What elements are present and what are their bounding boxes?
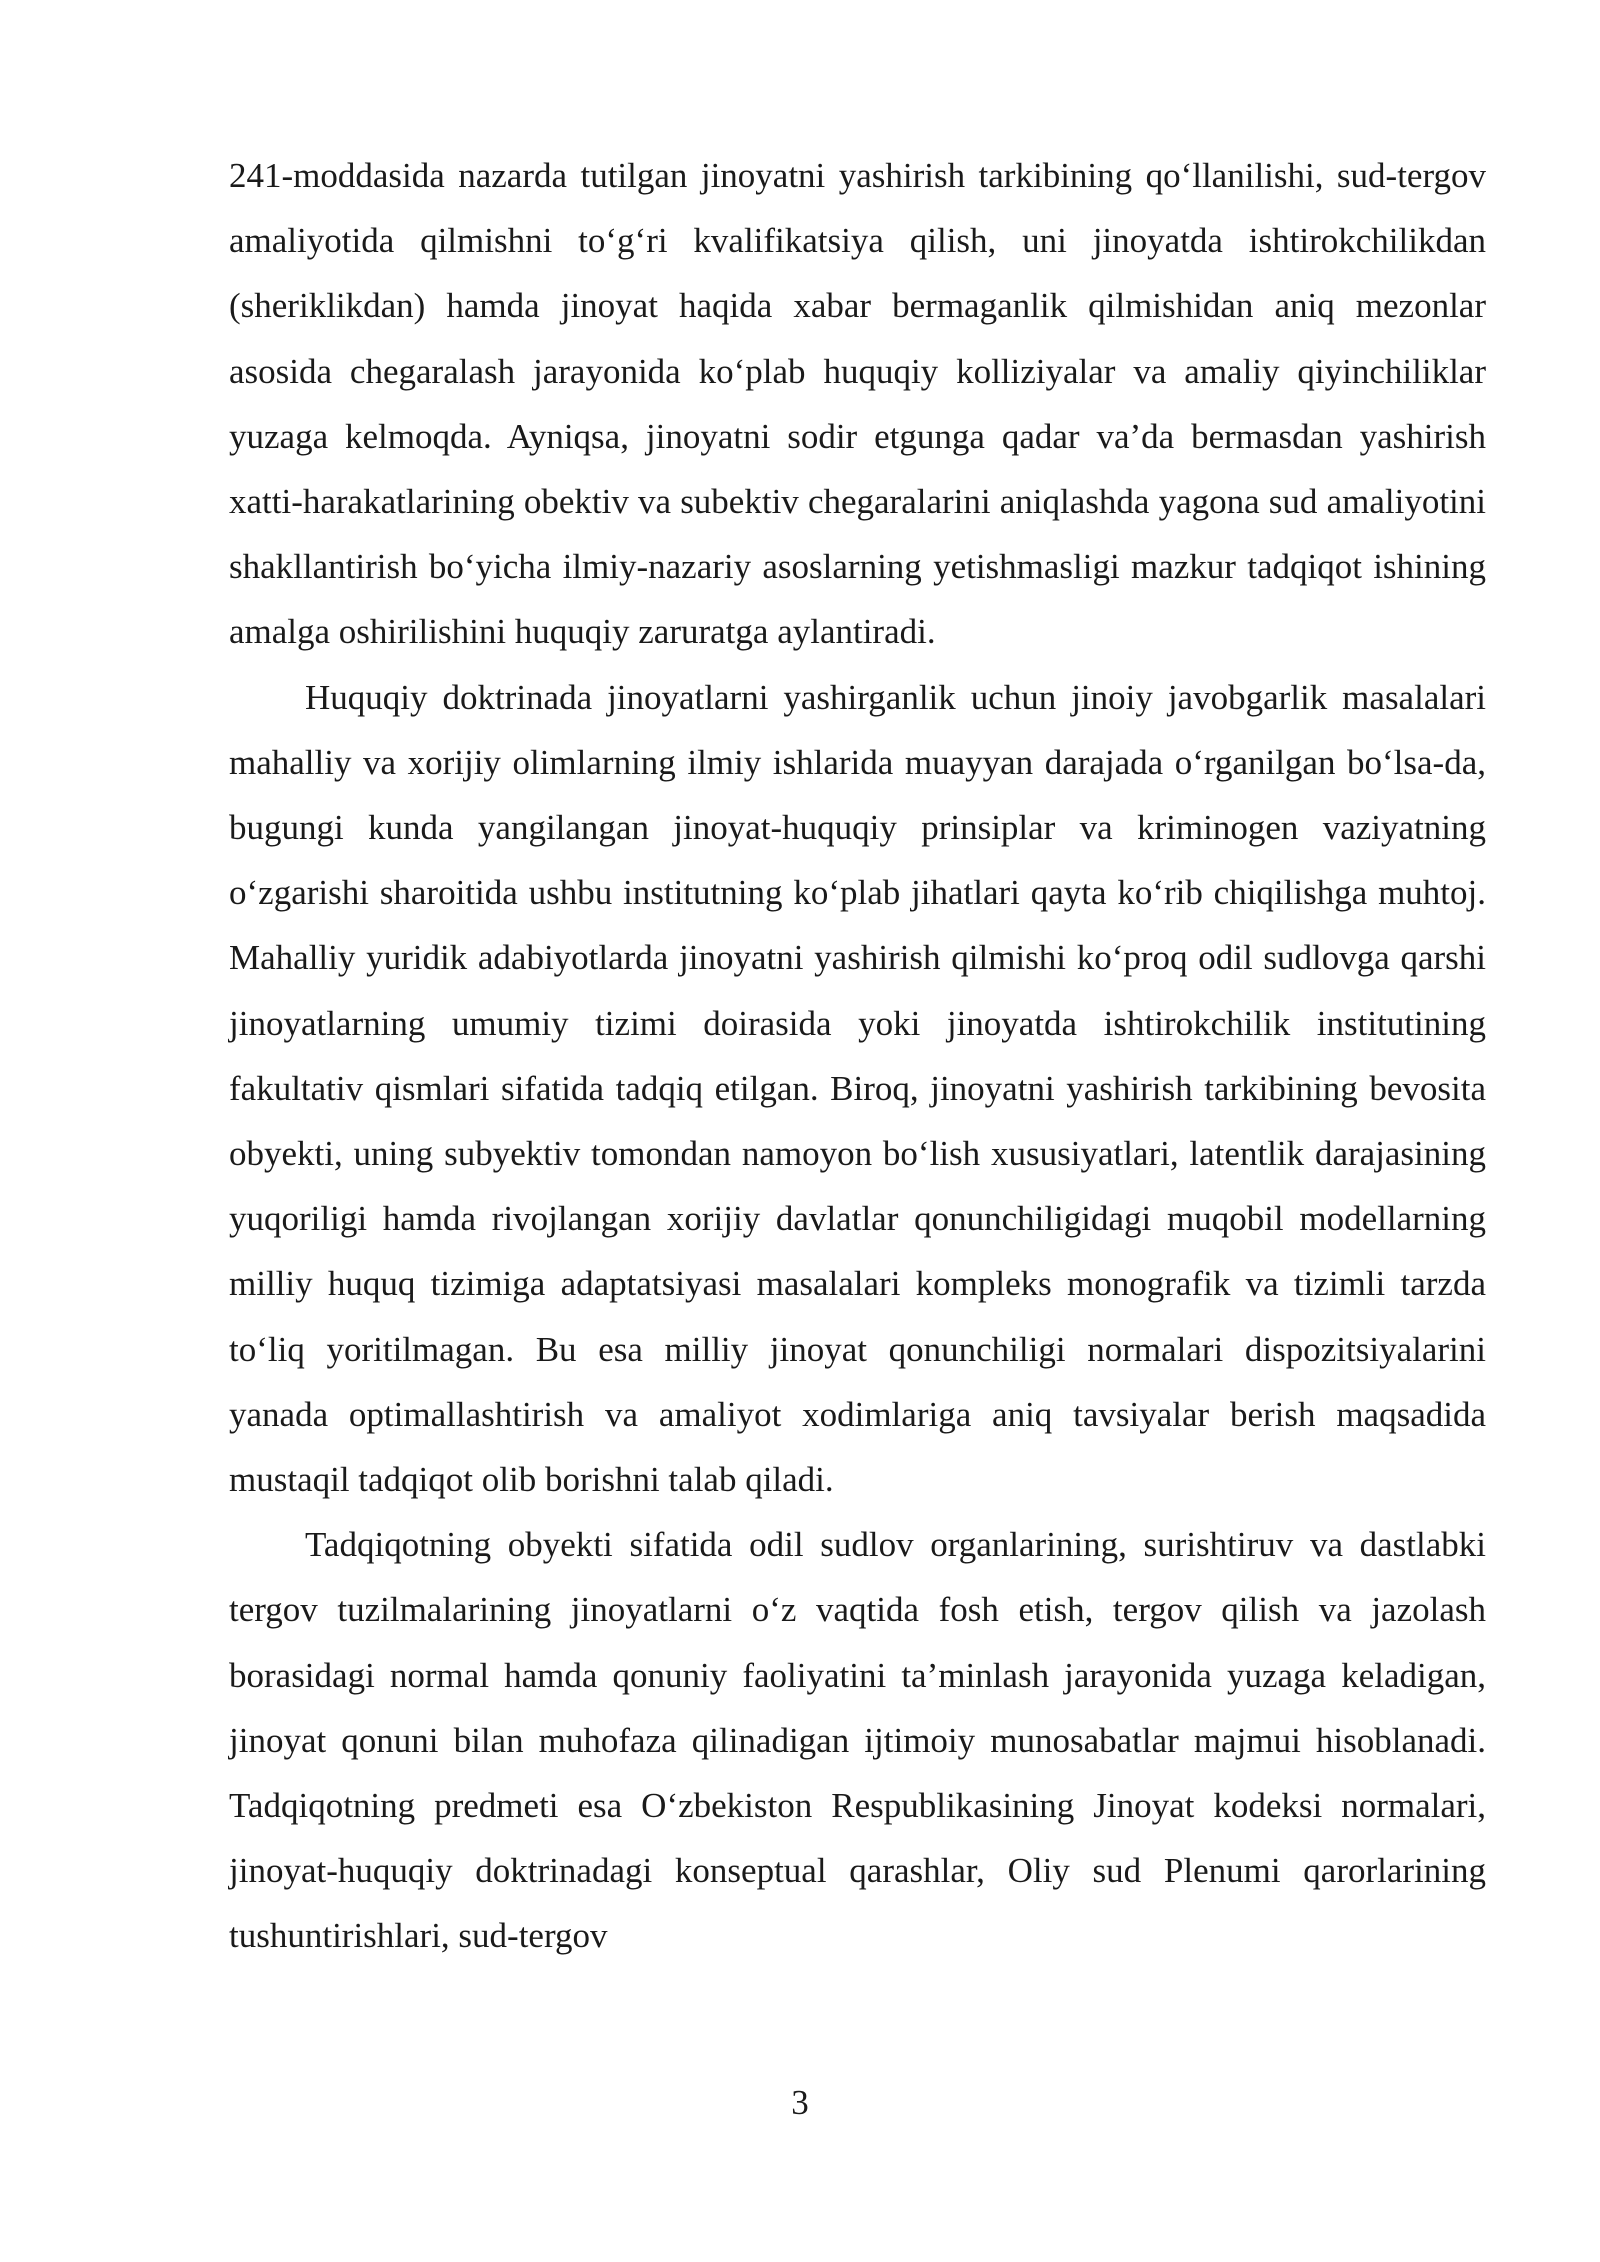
page-number: 3 [791,2083,809,2122]
paragraph-continuation: 241-moddasida nazarda tutilgan jinoyatni yashirish tarkibining qo‘llanilishi, sud-tergov amaliyotida qilmishni to‘g‘ri kvalifikatsiya qilish, uni jinoyatda ishtirokchilikdan (sheriklikdan) hamda jinoyat haqida xabar bermaganlik qilmishidan aniq mezonlar asosida chegaralash jarayonida ko‘plab huquqiy kolliziyalar va amaliy qiyinchiliklar yuzaga kelmoqda. Ayniqsa, jinoyatni sodir etgunga qadar va’da bermasdan yashirish xatti-harakatlarining obektiv va subektiv chegaralarini aniqlashda yagona sud amaliyotini shakllantirish bo‘yicha ilmiy-nazariy asoslarning yetishmasligi mazkur tadqiqot ishining amalga oshirilishini huquqiy zaruratga aylantiradi. [229,156,1486,652]
paragraph-doctrine: Huquqiy doktrinada jinoyatlarni yashirganlik uchun jinoiy javobgarlik masalalari mahalliy va xorijiy olimlarning ilmiy ishlarida muayyan darajada o‘rganilgan bo‘lsa-da, bugungi kunda yangilangan jinoyat-huquqiy prinsiplar va kriminogen vaziyatning o‘zgarishi sharoitida ushbu institutning ko‘plab jihatlari qayta ko‘rib chiqilishga muhtoj. Mahalliy yuridik adabiyotlarda jinoyatni yashirish qilmishi ko‘proq odil sudlovga qarshi jinoyatlarning umumiy tizimi doirasida yoki jinoyatda ishtirokchilik institutining fakultativ qismlari sifatida tadqiq etilgan. Biroq, jinoyatni yashirish tarkibining bevosita obyekti, uning subyektiv tomondan namoyon bo‘lish xususiyatlari, latentlik darajasining yuqoriligi hamda rivojlangan xorijiy davlatlar qonunchiligidagi muqobil modellarning milliy huquq tizimiga adaptatsiyasi masalalari kompleks monografik va tizimli tarzda to‘liq yoritilmagan. Bu esa milliy jinoyat qonunchiligi normalari dispozitsiyalarini yanada optimallashtirish va amaliyot xodimlariga aniq tavsiyalar berish maqsadida mustaqil tadqiqot olib borishni talab qiladi. [229,677,1486,1500]
paragraph-research-object: Tadqiqotning obyekti sifatida odil sudlov organlarining, surishtiruv va dastlabki tergov tuzilmalarining jinoyatlarni o‘z vaqtida fosh etish, tergov qilish va jazolash borasidagi normal hamda qonuniy faoliyatini ta’minlash jarayonida yuzaga keladigan, jinoyat qonuni bilan muhofaza qilinadigan ijtimoiy munosabatlar majmui hisoblanadi. Tadqiqotning predmeti esa O‘zbekiston Respublikasining Jinoyat kodeksi normalari, jinoyat-huquqiy doktrinadagi konseptual qarashlar, Oliy sud Plenumi qarorlarining tushuntirishlari, sud-tergov [229,1525,1486,1956]
document-body [229,143,1486,1969]
